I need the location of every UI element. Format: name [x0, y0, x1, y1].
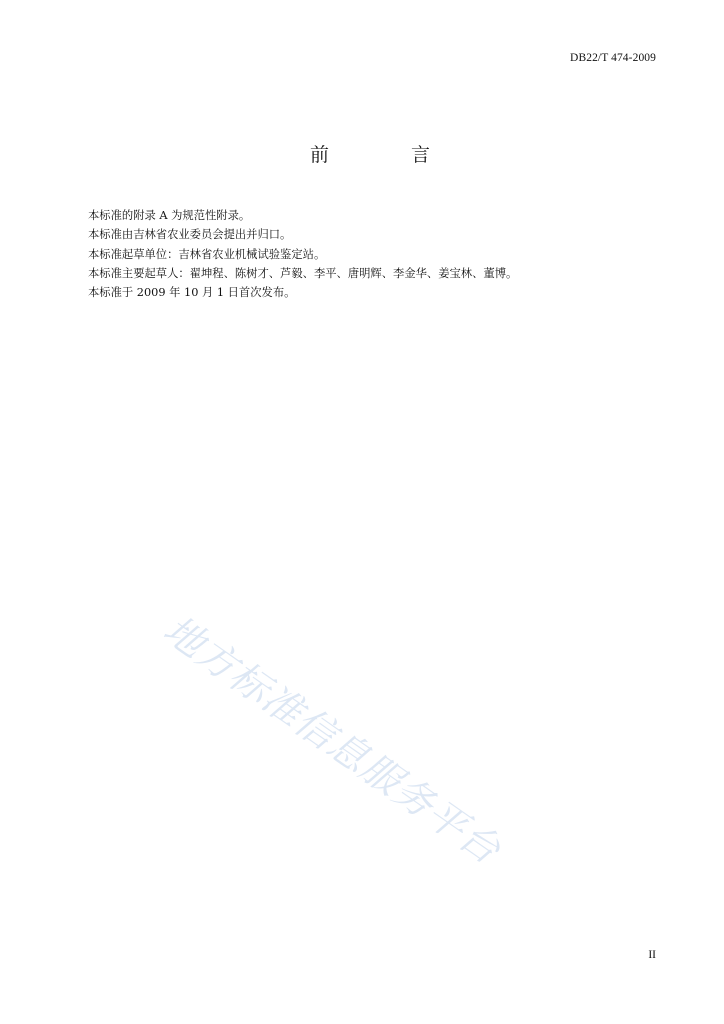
- section-title: [0, 140, 724, 167]
- paragraph-release-date: 本标准于 2009 年 10 月 1 日首次发布。: [88, 286, 296, 300]
- paragraph-proposed-by: 本标准由吉林省农业委员会提出并归口。: [88, 228, 292, 242]
- title-char-1: 前: [309, 144, 329, 166]
- paragraph-drafters: 本标准主要起草人：翟坤程、陈树才、芦毅、李平、唐明辉、李金华、姜宝林、董博。: [88, 266, 518, 280]
- foreword-body: [88, 206, 648, 302]
- paragraph-drafting-unit: 本标准起草单位：吉林省农业机械试验鉴定站。: [88, 247, 326, 261]
- title-spacer: [329, 140, 411, 167]
- paragraph-appendix: 本标准的附录 A 为规范性附录。: [88, 209, 251, 222]
- page-number: II: [648, 949, 656, 961]
- title-char-2: 言: [411, 144, 431, 166]
- watermark: 地方标准信息服务平台: [155, 607, 509, 874]
- document-code: DB22/T 474-2009: [570, 52, 656, 64]
